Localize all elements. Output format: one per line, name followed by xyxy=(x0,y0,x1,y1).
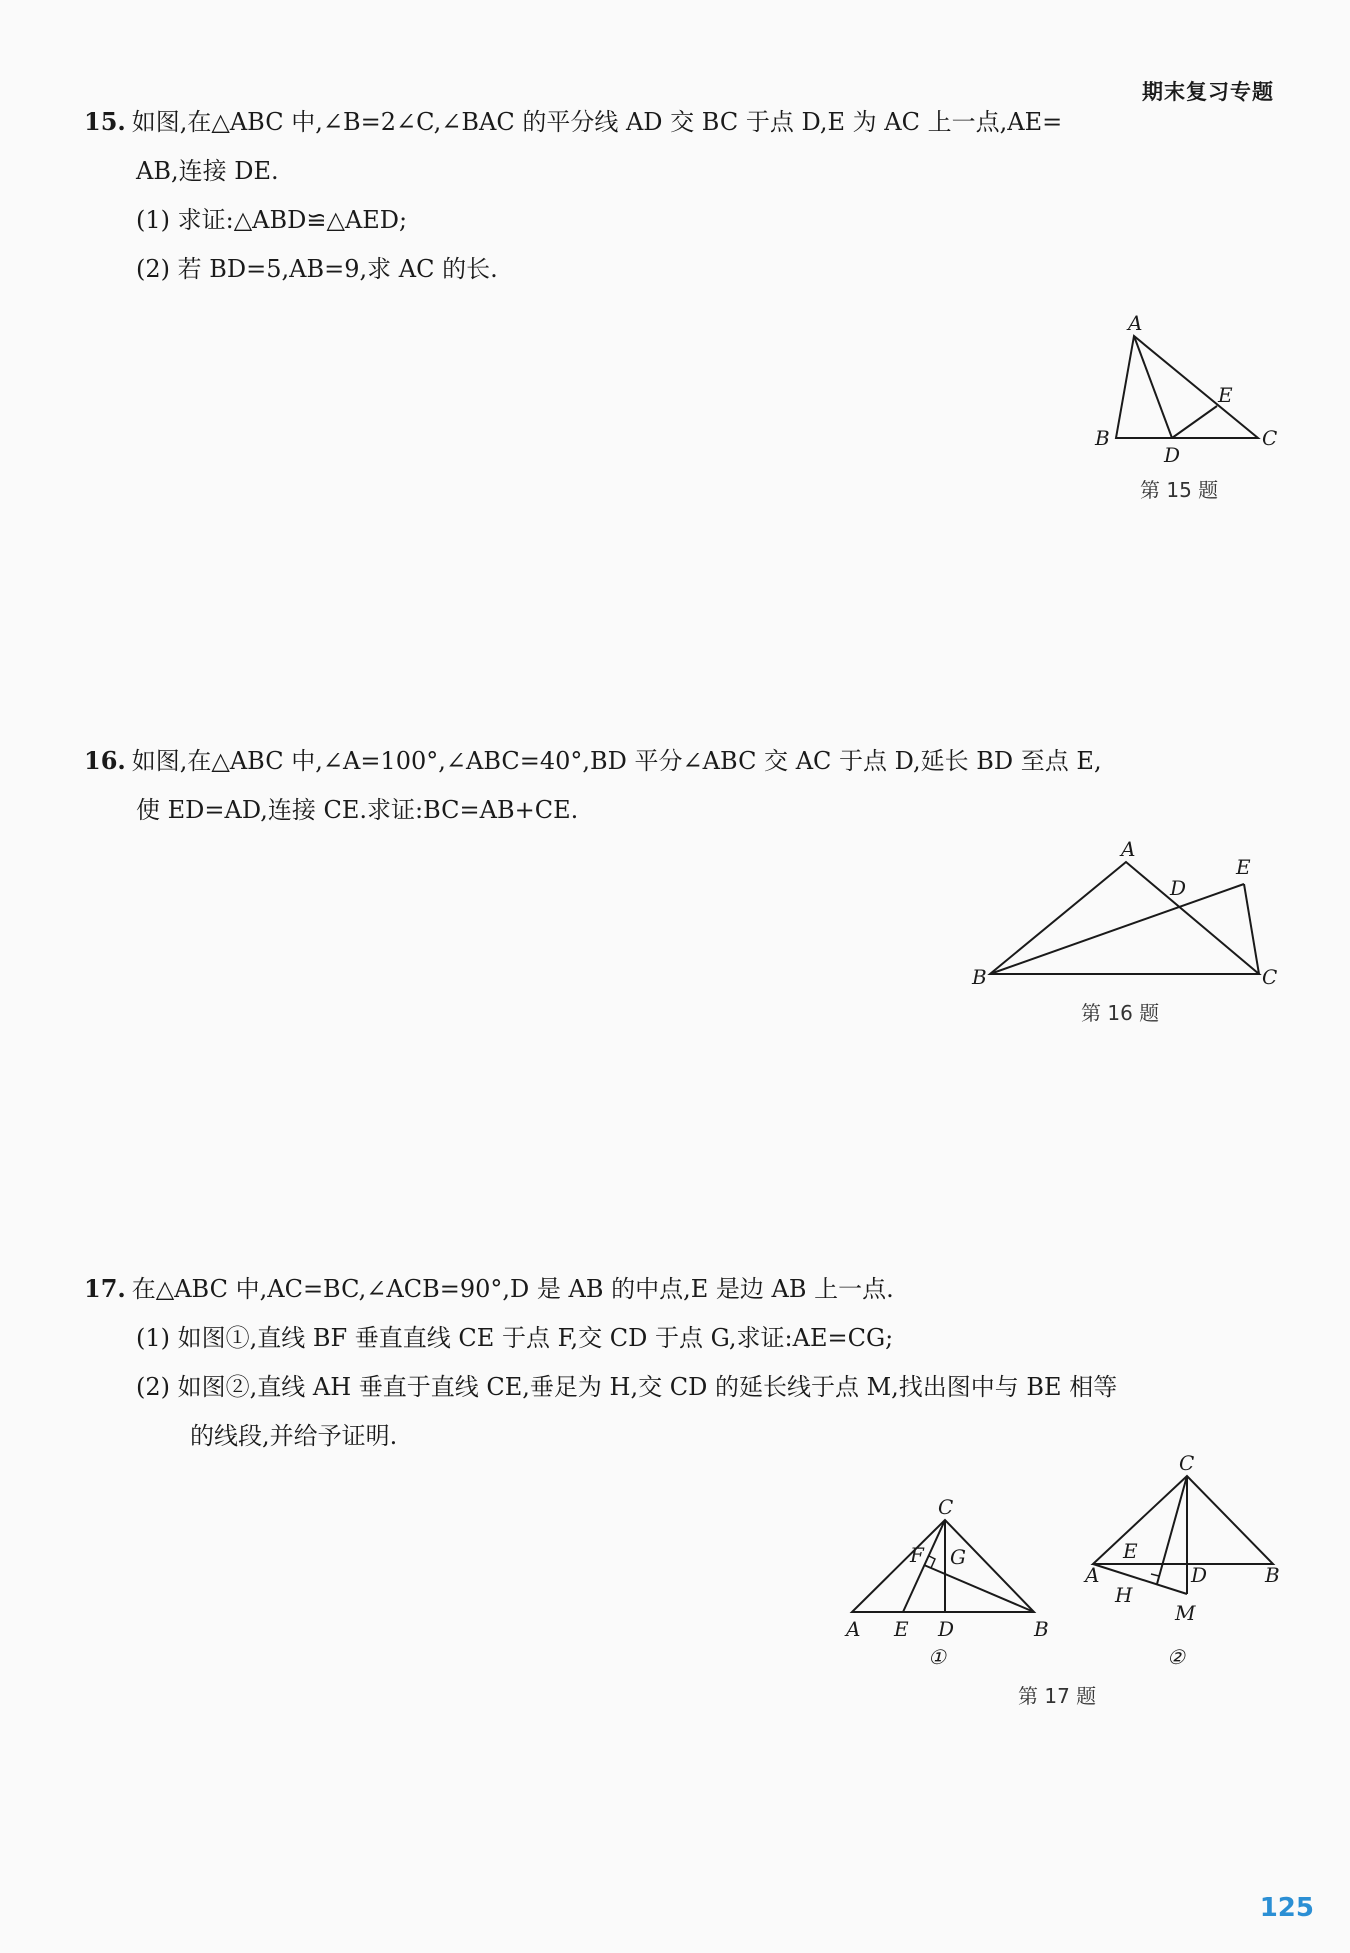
figure-15-caption: 第 15 题 xyxy=(1140,478,1219,502)
label-d: D xyxy=(1164,443,1181,467)
triangle-abc xyxy=(990,862,1259,974)
page-number: 125 xyxy=(1259,1893,1314,1923)
figure-16 xyxy=(970,838,1290,1002)
label-f: F xyxy=(910,1543,924,1567)
section-header: 期末复习专题 xyxy=(1142,80,1274,104)
problem-17-number: 17. xyxy=(84,1274,126,1303)
figure-17-1 xyxy=(838,1490,1049,1674)
label-c: C xyxy=(1262,426,1278,450)
problem-15-text: 如图,在△ABC 中,∠B=2∠C,∠BAC 的平分线 AD 交 BC 于点 D,E 为 AC 上一点,AE= xyxy=(131,108,1063,136)
label-e: E xyxy=(1123,1539,1138,1563)
problem-17-line1 xyxy=(84,1264,1274,1314)
problem-16 xyxy=(84,736,1274,835)
segment-am xyxy=(1093,1564,1187,1594)
problem-16-line2: 使 ED=AD,连接 CE.求证:BC=AB+CE. xyxy=(136,796,579,824)
label-b: B xyxy=(1095,426,1110,450)
label-m: M xyxy=(1175,1601,1196,1625)
right-angle-mark-f xyxy=(929,1556,935,1568)
problem-15-line2: AB,连接 DE. xyxy=(136,157,279,185)
label-b: B xyxy=(972,965,987,989)
problem-16-number: 16. xyxy=(84,746,126,775)
label-c: C xyxy=(938,1495,954,1519)
label-d: D xyxy=(1170,876,1187,900)
triangle-abc xyxy=(852,1520,1034,1612)
label-a: A xyxy=(1085,1563,1100,1587)
figure-17-1-label: ① xyxy=(928,1645,946,1669)
segment-bf xyxy=(924,1565,1034,1612)
figure-17-2-diagram xyxy=(1075,1452,1295,1670)
figure-15-diagram xyxy=(1090,310,1290,470)
problem-17-question-2-cont: 的线段,并给予证明. xyxy=(190,1422,398,1450)
problem-16-text: 如图,在△ABC 中,∠A=100°,∠ABC=40°,BD 平分∠ABC 交 AC 于点 D,延长 BD 至点 E, xyxy=(131,747,1102,775)
label-e: E xyxy=(1218,383,1233,407)
problem-17-question-1: (1) 如图①,直线 BF 垂直直线 CE 于点 F,交 CD 于点 G,求证:AE=CG; xyxy=(136,1324,894,1352)
label-c: C xyxy=(1179,1451,1195,1475)
figure-15 xyxy=(1090,310,1290,474)
segment-ec xyxy=(1244,884,1259,974)
figure-17-caption: 第 17 题 xyxy=(1018,1684,1097,1708)
problem-15-question-1: (1) 求证:△ABD≌△AED; xyxy=(136,206,408,234)
label-a: A xyxy=(1121,837,1136,861)
label-h: H xyxy=(1115,1583,1133,1607)
label-e: E xyxy=(1236,855,1251,879)
figure-17-2-label: ② xyxy=(1167,1645,1185,1669)
problem-17-text: 在△ABC 中,AC=BC,∠ACB=90°,D 是 AB 的中点,E 是边 AB 上一点. xyxy=(131,1275,894,1303)
problem-15-question-2: (2) 若 BD=5,AB=9,求 AC 的长. xyxy=(136,255,498,283)
segment-de xyxy=(1172,406,1217,438)
label-b: B xyxy=(1034,1617,1049,1641)
label-g: G xyxy=(950,1545,966,1569)
problem-16-line1 xyxy=(84,736,1274,786)
label-a: A xyxy=(846,1617,861,1641)
label-c: C xyxy=(1262,965,1278,989)
problem-17 xyxy=(84,1264,1274,1461)
figure-17-2 xyxy=(1075,1452,1295,1674)
triangle-abc xyxy=(1116,336,1258,438)
problem-15-line1 xyxy=(84,97,1274,147)
label-e: E xyxy=(894,1617,909,1641)
label-d: D xyxy=(1191,1563,1208,1587)
figure-17-1-diagram xyxy=(838,1490,1049,1670)
problem-17-question-2: (2) 如图②,直线 AH 垂直于直线 CE,垂足为 H,交 CD 的延长线于点 M,找出图中与 BE 相等 xyxy=(136,1373,1118,1401)
label-a: A xyxy=(1128,311,1143,335)
label-b: B xyxy=(1265,1563,1280,1587)
problem-15-number: 15. xyxy=(84,107,126,136)
figure-16-caption: 第 16 题 xyxy=(1081,1001,1160,1025)
problem-15 xyxy=(84,97,1274,294)
label-d: D xyxy=(938,1617,955,1641)
figure-16-diagram xyxy=(970,838,1290,998)
segment-ch xyxy=(1157,1476,1187,1584)
